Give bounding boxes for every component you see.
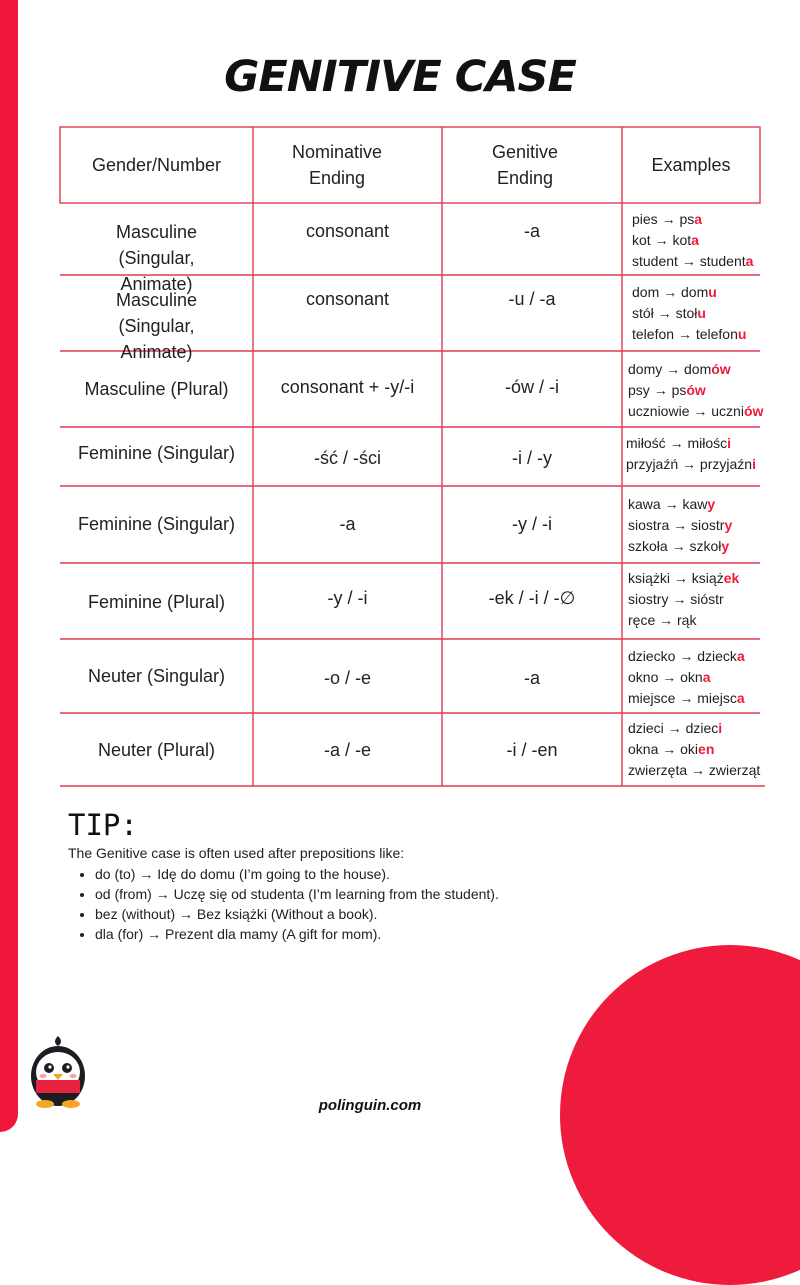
cell-examples <box>632 282 746 345</box>
example-line <box>628 359 763 380</box>
tip-heading: TIP: <box>68 808 138 842</box>
cell-examples <box>628 359 763 422</box>
cell-gender-number: Masculine (Singular, Animate) <box>115 222 198 294</box>
example-base: miejsce <box>628 690 676 706</box>
arrow-icon: → <box>672 591 687 607</box>
example-ending-highlight: y <box>707 496 716 512</box>
header-nominative-ending: Nominative Ending <box>291 142 383 188</box>
example-line <box>628 494 732 515</box>
example-base: dziecko <box>628 648 676 664</box>
example-base: siostra <box>628 517 670 533</box>
red-brush-circle <box>560 945 800 1285</box>
cell-examples <box>628 494 732 557</box>
example-ending-highlight: ów <box>686 382 706 398</box>
cell-examples <box>628 718 760 781</box>
example-line <box>628 589 739 610</box>
example-ending-highlight: en <box>698 741 715 757</box>
example-ending-highlight: ów <box>743 403 764 419</box>
example-line <box>628 401 763 422</box>
example-ending-highlight: u <box>737 326 747 342</box>
cell-nominative-ending: -o / -e <box>323 668 371 688</box>
example-base: psy <box>628 382 650 398</box>
arrow-icon: → <box>681 253 696 269</box>
header-genitive-ending: Genitive Ending <box>491 142 559 188</box>
example-line <box>626 454 756 475</box>
arrow-icon: → <box>669 435 684 451</box>
tip-intro: The Genitive case is often used after prepositions like: <box>68 845 405 861</box>
example-line <box>632 209 753 230</box>
example-stem: okn <box>680 669 703 685</box>
example-base: zwierzęta <box>628 762 688 778</box>
example-line <box>632 251 753 272</box>
cell-gender-number: Masculine (Singular, Animate) <box>115 290 198 362</box>
cell-examples <box>632 209 753 272</box>
example-base: szkoła <box>628 538 668 554</box>
page-title: GENITIVE CASE <box>224 52 576 102</box>
arrow-icon: → <box>662 669 677 685</box>
example-line <box>632 324 746 345</box>
example-stem: uczni <box>711 403 744 419</box>
example-base: ręce <box>628 612 656 628</box>
cell-genitive-ending: -ów / -i <box>505 377 559 397</box>
cell-gender-number: Neuter (Singular) <box>87 666 226 686</box>
tip-item: • dla (for) → Prezent dla mamy (A gift for mom). <box>95 924 499 944</box>
cell-nominative-ending: consonant <box>305 221 390 241</box>
arrow-icon: → <box>677 326 692 342</box>
example-line <box>628 610 739 631</box>
cell-examples <box>626 433 756 475</box>
arrow-icon: → <box>662 741 677 757</box>
cell-genitive-ending: -ek / -i / -∅ <box>488 588 576 608</box>
example-stem: dziec <box>685 720 719 736</box>
example-stem: rąk <box>677 612 697 628</box>
example-stem: zwierząt <box>708 762 761 778</box>
example-line <box>628 646 745 667</box>
cell-genitive-ending: -u / -a <box>508 289 556 309</box>
example-line <box>632 282 746 303</box>
example-ending-highlight: ek <box>723 570 740 586</box>
example-base: kawa <box>628 496 661 512</box>
example-line <box>628 568 739 589</box>
example-ending-highlight: a <box>702 669 711 685</box>
arrow-icon: → <box>666 361 681 377</box>
example-ending-highlight: i <box>727 435 732 451</box>
example-ending-highlight: y <box>724 517 733 533</box>
cell-nominative-ending: consonant <box>305 289 390 309</box>
example-stem: kaw <box>682 496 708 512</box>
example-line <box>628 760 760 781</box>
example-line <box>628 536 732 557</box>
example-ending-highlight: a <box>691 232 699 248</box>
arrow-icon: → <box>659 612 674 628</box>
cell-genitive-ending: -a <box>523 668 540 688</box>
example-stem: przyjaźn <box>699 456 753 472</box>
arrow-icon: → <box>679 690 694 706</box>
example-ending-highlight: i <box>752 456 756 472</box>
cell-genitive-ending: -a <box>523 221 540 241</box>
arrow-icon: → <box>673 517 688 533</box>
example-base: książki <box>628 570 671 586</box>
example-base: miłość <box>626 435 666 451</box>
example-line <box>632 303 746 324</box>
cell-gender-number: Neuter (Plural) <box>97 740 216 760</box>
arrow-icon: → <box>667 720 682 736</box>
cell-examples <box>628 568 739 631</box>
cell-nominative-ending: -ść / -ści <box>314 448 381 468</box>
example-stem: dom <box>681 284 709 300</box>
example-line <box>628 515 732 536</box>
example-base: okna <box>628 741 659 757</box>
example-ending-highlight: a <box>736 690 745 706</box>
tip-item: • do (to) → Idę do domu (I’m going to the house). <box>95 864 499 884</box>
example-base: dzieci <box>628 720 664 736</box>
cell-gender-number: Feminine (Singular) <box>77 443 236 463</box>
example-stem: ps <box>679 211 695 227</box>
arrow-icon: → <box>671 538 686 554</box>
example-ending-highlight: ów <box>711 361 731 377</box>
example-base: okno <box>628 669 659 685</box>
cell-gender-number: Masculine (Plural) <box>84 379 229 399</box>
example-ending-highlight: u <box>708 284 717 300</box>
example-stem: dzieck <box>697 648 737 664</box>
arrow-icon: → <box>691 762 706 778</box>
example-stem: szkoł <box>689 538 722 554</box>
example-base: kot <box>632 232 651 248</box>
cell-genitive-ending: -y / -i <box>512 514 552 534</box>
arrow-icon: → <box>663 284 678 300</box>
cell-genitive-ending: -i / -y <box>512 448 552 468</box>
example-base: dom <box>632 284 660 300</box>
example-base: pies <box>632 211 658 227</box>
example-line <box>626 433 756 454</box>
arrow-icon: → <box>664 496 679 512</box>
example-line <box>628 380 763 401</box>
example-base: student <box>632 253 678 269</box>
cell-examples <box>628 646 745 709</box>
example-ending-highlight: i <box>718 720 723 736</box>
example-base: domy <box>628 361 663 377</box>
example-base: stół <box>632 305 654 321</box>
arrow-icon: → <box>653 382 668 398</box>
example-line <box>628 688 745 709</box>
example-stem: student <box>699 253 746 269</box>
arrow-icon: → <box>693 403 708 419</box>
cell-nominative-ending: -a <box>339 514 356 534</box>
example-line <box>632 230 753 251</box>
example-stem: siostr <box>691 517 725 533</box>
example-base: uczniowie <box>628 403 690 419</box>
example-base: telefon <box>632 326 675 342</box>
example-line <box>628 667 745 688</box>
example-stem: telefon <box>695 326 738 342</box>
example-ending-highlight: y <box>721 538 730 554</box>
example-stem: książ <box>691 570 724 586</box>
example-base: przyjaźń <box>626 456 679 472</box>
footer-website: polinguin.com <box>318 1097 422 1114</box>
cell-nominative-ending: -y / -i <box>327 588 368 608</box>
example-stem: kot <box>672 232 692 248</box>
header-gender-number: Gender/Number <box>91 155 222 175</box>
arrow-icon: → <box>682 456 697 472</box>
arrow-icon: → <box>679 648 694 664</box>
tip-item: • od (from) → Uczę się od studenta (I’m learning from the student). <box>95 884 499 904</box>
example-line <box>628 739 760 760</box>
example-ending-highlight: a <box>745 253 754 269</box>
arrow-icon: → <box>654 232 669 248</box>
arrow-icon: → <box>661 211 676 227</box>
example-stem: miejsc <box>697 690 737 706</box>
cell-nominative-ending: -a / -e <box>323 740 371 760</box>
example-stem: dom <box>684 361 712 377</box>
example-ending-highlight: a <box>736 648 745 664</box>
arrow-icon: → <box>657 305 672 321</box>
example-stem: ps <box>671 382 687 398</box>
example-stem: oki <box>680 741 699 757</box>
example-stem: sióstr <box>690 591 724 607</box>
cell-gender-number: Feminine (Plural) <box>87 592 226 612</box>
example-ending-highlight: u <box>697 305 706 321</box>
tip-item: • bez (without) → Bez książki (Without a book). <box>95 904 499 924</box>
example-stem: stoł <box>675 305 698 321</box>
example-line <box>628 718 760 739</box>
header-examples: Examples <box>651 155 731 175</box>
example-base: siostry <box>628 591 669 607</box>
arrow-icon: → <box>673 570 688 586</box>
example-ending-highlight: a <box>694 211 703 227</box>
cell-gender-number: Feminine (Singular) <box>77 514 236 534</box>
tip-list <box>68 864 499 944</box>
cell-genitive-ending: -i / -en <box>506 740 558 760</box>
cell-nominative-ending: consonant + -y/-i <box>280 377 415 397</box>
example-stem: miłośc <box>687 435 728 451</box>
